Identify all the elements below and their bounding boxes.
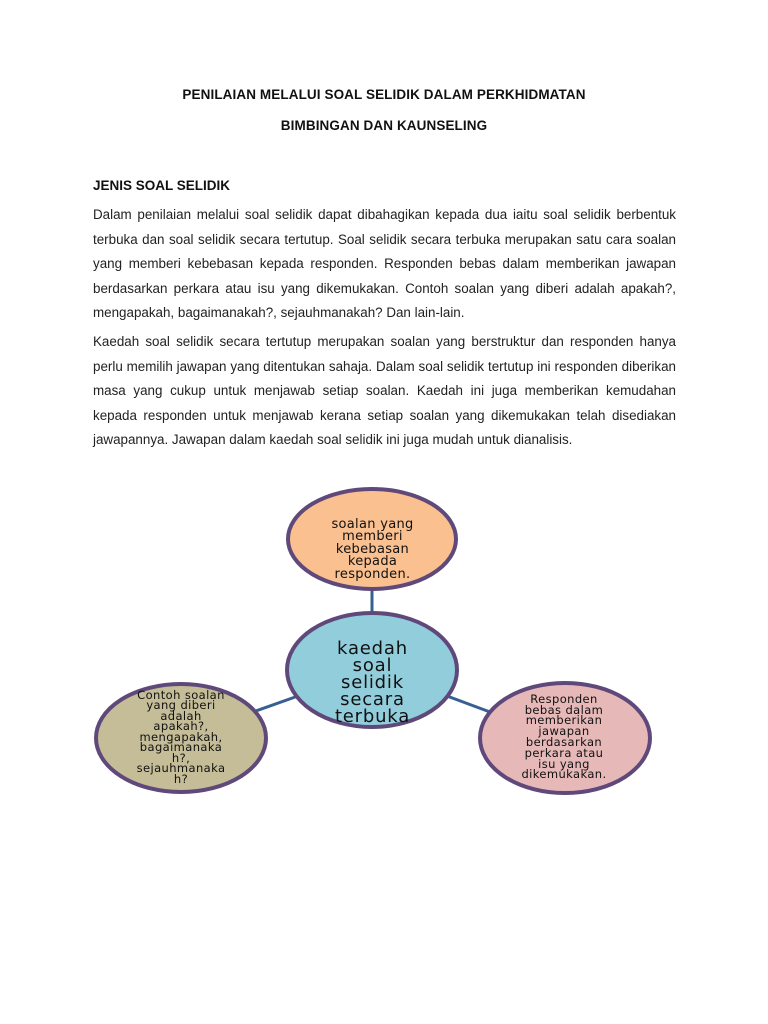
node-right-text: Responden bebas dalam memberikan jawapan berdasarkan perkara atau isu yang dikemukakan. bbox=[521, 691, 607, 782]
paragraph-1: Dalam penilaian melalui soal selidik dapat dibahagikan kepada dua iaitu soal selidik berbentuk terbuka dan soal selidik secara tertutup. Soal selidik secara terbuka merupakan satu cara soalan yang memberi kebebasan kepada responden. Responden bebas dalam memberikan jawapan berdasarkan perkara atau isu yang dikemukakan. Contoh soalan yang diberi adalah apakah?, mengapakah, bagaimanakah?, sejauhmanakah? Dan lain-lain. bbox=[93, 207, 676, 320]
node-top-text: soalan yang memberi kebebasan kepada responden. bbox=[331, 516, 414, 582]
node-center-text: kaedah soal selidik secara terbuka bbox=[334, 638, 411, 727]
section-heading: JENIS SOAL SELIDIK bbox=[93, 178, 231, 193]
concept-diagram bbox=[0, 470, 768, 810]
paragraph-2: Kaedah soal selidik secara tertutup merupakan soalan yang berstruktur dan responden hanya perlu memilih jawapan yang ditentukan sahaja. Dalam soal selidik tertutup ini responden diberikan masa yang cukup untuk menjawab setiap soalan. Kaedah ini juga memberikan kemudahan kepada responden untuk menjawab kerana setiap soalan yang dikemukakan telah disediakan jawapannya. Jawapan dalam kaedah soal selidik ini juga mudah untuk dianalisis. bbox=[93, 334, 676, 447]
document-title-line-1: PENILAIAN MELALUI SOAL SELIDIK DALAM PERKHIDMATAN bbox=[182, 87, 586, 102]
connector-left bbox=[253, 696, 298, 712]
node-left-text: Contoh soalan yang diberi adalah apakah?, mengapakah, bagaimanaka h?, sejauhmanaka h? bbox=[136, 687, 226, 786]
document-title-line-2: BIMBINGAN DAN KAUNSELING bbox=[280, 118, 488, 133]
connector-right bbox=[447, 696, 490, 712]
